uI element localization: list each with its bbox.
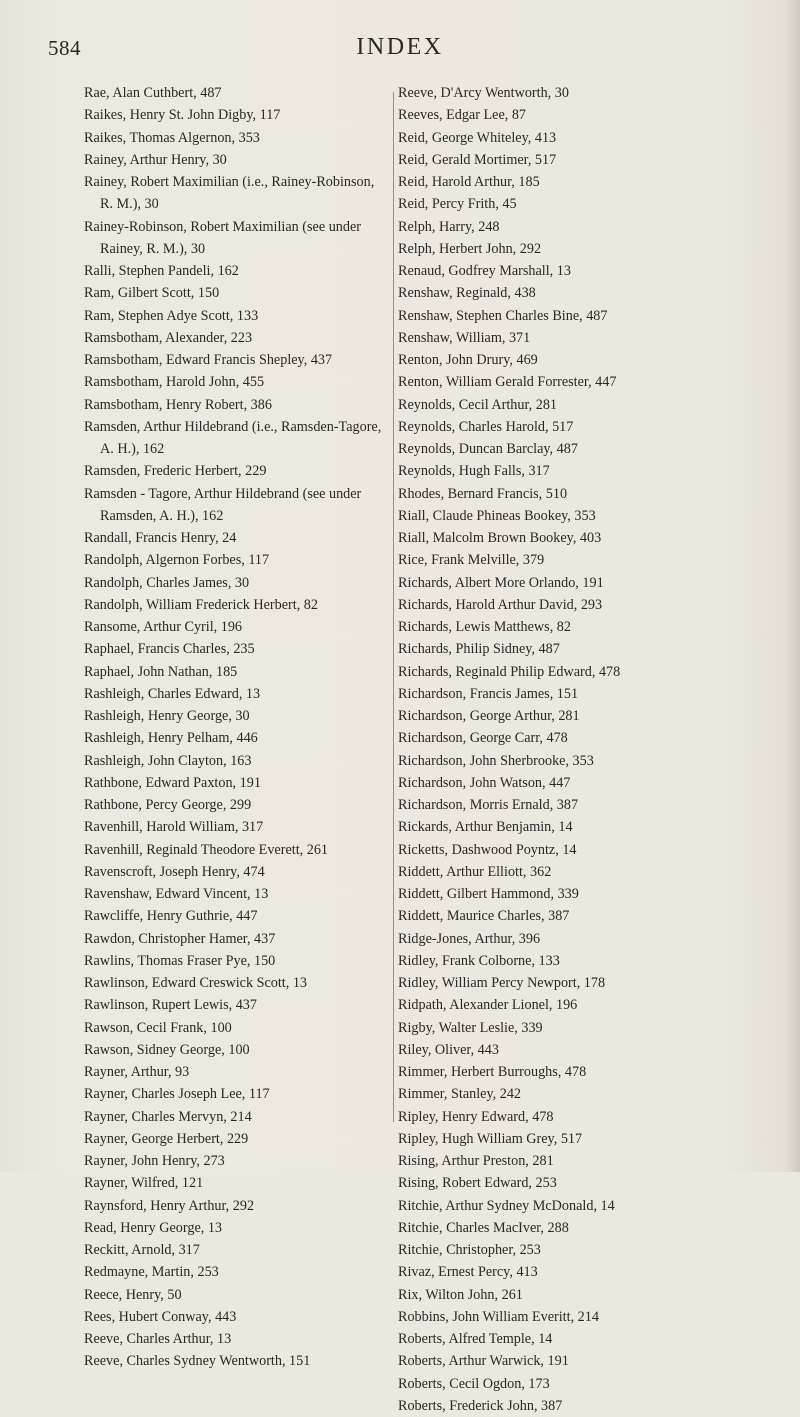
- index-entry: Rice, Frank Melville, 379: [398, 552, 545, 569]
- running-head-title: INDEX: [356, 34, 444, 60]
- index-entry: Redmayne, Martin, 253: [84, 1264, 219, 1281]
- index-entry: Ridpath, Alexander Lionel, 196: [398, 997, 578, 1014]
- index-entry: Randolph, Algernon Forbes, 117: [84, 552, 270, 569]
- index-entry: Rawcliffe, Henry Guthrie, 447: [84, 908, 258, 925]
- index-entry: Ramsbotham, Henry Robert, 386: [84, 396, 272, 413]
- index-entry: Relph, Herbert John, 292: [398, 240, 542, 257]
- index-entry: Ritchie, Christopher, 253: [398, 1242, 541, 1258]
- index-entry: Rawlinson, Edward Creswick Scott, 13: [84, 975, 308, 991]
- index-entry: Ramsbotham, Edward Francis Shepley, 437: [84, 352, 333, 368]
- index-entry: Ridley, Frank Colborne, 133: [398, 952, 560, 969]
- index-entry: Raikes, Henry St. John Digby, 117: [84, 107, 281, 124]
- index-entry: Richardson, John Sherbrooke, 353: [398, 752, 594, 769]
- index-entry: Richards, Lewis Matthews, 82: [398, 619, 571, 635]
- column-divider: [393, 92, 394, 1122]
- index-entry: Richards, Harold Arthur David, 293: [398, 596, 603, 613]
- index-entry: Richards, Philip Sidney, 487: [398, 641, 560, 658]
- index-entry: Ritchie, Charles MacIver, 288: [398, 1219, 569, 1236]
- index-entry: Richardson, Francis James, 151: [398, 685, 579, 702]
- index-entry: Rainey, Robert Maximilian (i.e., Rainey-Robinson, R. M.), 30: [84, 174, 375, 213]
- page-header: [0, 30, 800, 70]
- index-entry: Riall, Malcolm Brown Bookey, 403: [398, 530, 602, 546]
- index-entry: Reid, Gerald Mortimer, 517: [398, 151, 557, 168]
- index-entry: Reeve, Charles Arthur, 13: [84, 1331, 232, 1347]
- index-entry: Riddett, Arthur Elliott, 362: [398, 863, 552, 880]
- index-entry: Reynolds, Charles Harold, 517: [398, 418, 574, 435]
- index-entry: Richardson, George Arthur, 281: [398, 708, 580, 724]
- index-entry: Raikes, Thomas Algernon, 353: [84, 129, 260, 146]
- index-entry: Raphael, Francis Charles, 235: [84, 641, 255, 658]
- index-entry: Rigby, Walter Leslie, 339: [398, 1019, 543, 1036]
- index-entry: Rayner, George Herbert, 229: [84, 1130, 249, 1147]
- index-entry: Renaud, Godfrey Marshall, 13: [398, 263, 571, 279]
- index-entry: Riddett, Maurice Charles, 387: [398, 908, 570, 925]
- index-entry: Renton, William Gerald Forrester, 447: [398, 374, 617, 391]
- index-entry: Richards, Albert More Orlando, 191: [398, 574, 604, 591]
- index-column-right: [398, 82, 728, 1417]
- index-entry: Rae, Alan Cuthbert, 487: [84, 85, 222, 101]
- index-entry: Ravenshaw, Edward Vincent, 13: [84, 886, 269, 902]
- index-entry: Reece, Henry, 50: [84, 1286, 182, 1303]
- index-entry: Ramsden, Frederic Herbert, 229: [84, 463, 267, 480]
- index-entry: Ripley, Henry Edward, 478: [398, 1108, 554, 1125]
- index-entry: Ridge-Jones, Arthur, 396: [398, 930, 541, 947]
- index-entry: Rayner, Charles Joseph Lee, 117: [84, 1086, 270, 1103]
- index-entry: Renshaw, Stephen Charles Bine, 487: [398, 307, 608, 324]
- index-entry: Rayner, John Henry, 273: [84, 1153, 225, 1169]
- index-entry: Raphael, John Nathan, 185: [84, 663, 238, 680]
- index-entry: Roberts, Cecil Ogdon, 173: [398, 1375, 550, 1392]
- index-entry: Rawlins, Thomas Fraser Pye, 150: [84, 952, 276, 969]
- index-entry: Rainey-Robinson, Robert Maximilian (see under Rainey, R. M.), 30: [84, 218, 361, 257]
- index-entry: Rising, Arthur Preston, 281: [398, 1153, 554, 1169]
- index-entry: Ravenhill, Reginald Theodore Everett, 261: [84, 841, 329, 858]
- index-entry: Ralli, Stephen Pandeli, 162: [84, 263, 239, 279]
- index-entry: Ransome, Arthur Cyril, 196: [84, 619, 243, 635]
- index-entry: Reeve, Charles Sydney Wentworth, 151: [84, 1353, 311, 1370]
- index-entry: Rathbone, Edward Paxton, 191: [84, 774, 261, 791]
- index-entry: Ravenhill, Harold William, 317: [84, 819, 264, 836]
- index-entry: Ripley, Hugh William Grey, 517: [398, 1130, 583, 1147]
- index-column-left: [84, 82, 384, 1373]
- index-entry: Richardson, John Watson, 447: [398, 774, 571, 791]
- index-entry: Ramsbotham, Harold John, 455: [84, 374, 265, 391]
- index-entry: Ram, Gilbert Scott, 150: [84, 285, 220, 302]
- index-entry: Rees, Hubert Conway, 443: [84, 1308, 237, 1325]
- index-entry: Rashleigh, John Clayton, 163: [84, 752, 252, 769]
- index-entry: Randolph, Charles James, 30: [84, 574, 250, 591]
- index-entry: Rawlinson, Rupert Lewis, 437: [84, 997, 257, 1014]
- index-entry: Rising, Robert Edward, 253: [398, 1175, 557, 1192]
- index-entry: Rickards, Arthur Benjamin, 14: [398, 819, 573, 836]
- index-entry: Relph, Harry, 248: [398, 218, 500, 235]
- index-entry: Richardson, George Carr, 478: [398, 730, 568, 747]
- index-entry: Reeves, Edgar Lee, 87: [398, 107, 527, 124]
- index-entry: Reynolds, Cecil Arthur, 281: [398, 396, 558, 413]
- index-entry: Rimmer, Herbert Burroughs, 478: [398, 1064, 587, 1080]
- index-entry: Richards, Reginald Philip Edward, 478: [398, 663, 621, 680]
- index-entry: Ridley, William Percy Newport, 178: [398, 975, 606, 991]
- index-entry: Reeve, D'Arcy Wentworth, 30: [398, 85, 569, 101]
- index-entry: Renton, John Drury, 469: [398, 352, 538, 368]
- index-entry: Rayner, Wilfred, 121: [84, 1175, 204, 1192]
- index-entry: Rawson, Cecil Frank, 100: [84, 1019, 232, 1036]
- index-entry: Renshaw, Reginald, 438: [398, 285, 536, 302]
- index-entry: Reid, Harold Arthur, 185: [398, 174, 540, 190]
- index-entry: Read, Henry George, 13: [84, 1219, 223, 1236]
- index-entry: Ravenscroft, Joseph Henry, 474: [84, 863, 265, 880]
- index-entry: Riall, Claude Phineas Bookey, 353: [398, 507, 596, 524]
- index-entry: Reid, Percy Frith, 45: [398, 196, 517, 213]
- index-entry: Rawson, Sidney George, 100: [84, 1041, 250, 1058]
- index-entry: Richardson, Morris Ernald, 387: [398, 797, 579, 813]
- index-entry: Roberts, Alfred Temple, 14: [398, 1331, 553, 1347]
- index-entry: Roberts, Arthur Warwick, 191: [398, 1353, 569, 1370]
- index-entry: Rashleigh, Henry Pelham, 446: [84, 730, 258, 747]
- page-edge-shadow: [786, 0, 800, 1172]
- index-entry: Rix, Wilton John, 261: [398, 1286, 523, 1303]
- index-entry: Rashleigh, Henry George, 30: [84, 708, 250, 724]
- index-entry: Ram, Stephen Adye Scott, 133: [84, 307, 259, 324]
- index-entry: Reid, George Whiteley, 413: [398, 129, 557, 146]
- index-entry: Raynsford, Henry Arthur, 292: [84, 1197, 255, 1214]
- index-entry: Ritchie, Arthur Sydney McDonald, 14: [398, 1197, 615, 1214]
- index-entry: Rainey, Arthur Henry, 30: [84, 151, 227, 168]
- index-entry: Rimmer, Stanley, 242: [398, 1086, 522, 1103]
- index-entry: Renshaw, William, 371: [398, 329, 531, 346]
- index-entry: Ramsbotham, Alexander, 223: [84, 329, 253, 346]
- index-entry: Rhodes, Bernard Francis, 510: [398, 485, 568, 502]
- index-entry: Ricketts, Dashwood Poyntz, 14: [398, 841, 577, 858]
- index-entry: Ramsden - Tagore, Arthur Hildebrand (see under Ramsden, A. H.), 162: [84, 485, 362, 524]
- index-entry: Reynolds, Duncan Barclay, 487: [398, 441, 578, 457]
- index-entry: Rathbone, Percy George, 299: [84, 797, 252, 813]
- index-entry: Randolph, William Frederick Herbert, 82: [84, 596, 318, 613]
- index-entry: Rivaz, Ernest Percy, 413: [398, 1264, 538, 1281]
- index-entry: Riddett, Gilbert Hammond, 339: [398, 886, 579, 902]
- index-entry: Reckitt, Arnold, 317: [84, 1242, 200, 1258]
- page-number: 584: [48, 36, 81, 60]
- index-entry: Reynolds, Hugh Falls, 317: [398, 463, 550, 480]
- index-entry: Roberts, Frederick John, 387: [398, 1397, 563, 1414]
- index-entry: Robbins, John William Everitt, 214: [398, 1308, 599, 1325]
- index-entry: Rawdon, Christopher Hamer, 437: [84, 930, 276, 947]
- index-entry: Rayner, Arthur, 93: [84, 1064, 190, 1080]
- index-entry: Riley, Oliver, 443: [398, 1041, 499, 1058]
- index-entry: Rayner, Charles Mervyn, 214: [84, 1108, 252, 1125]
- index-entry: Ramsden, Arthur Hildebrand (i.e., Ramsden-Tagore, A. H.), 162: [84, 418, 382, 457]
- index-entry: Rashleigh, Charles Edward, 13: [84, 685, 261, 702]
- index-entry: Randall, Francis Henry, 24: [84, 530, 237, 546]
